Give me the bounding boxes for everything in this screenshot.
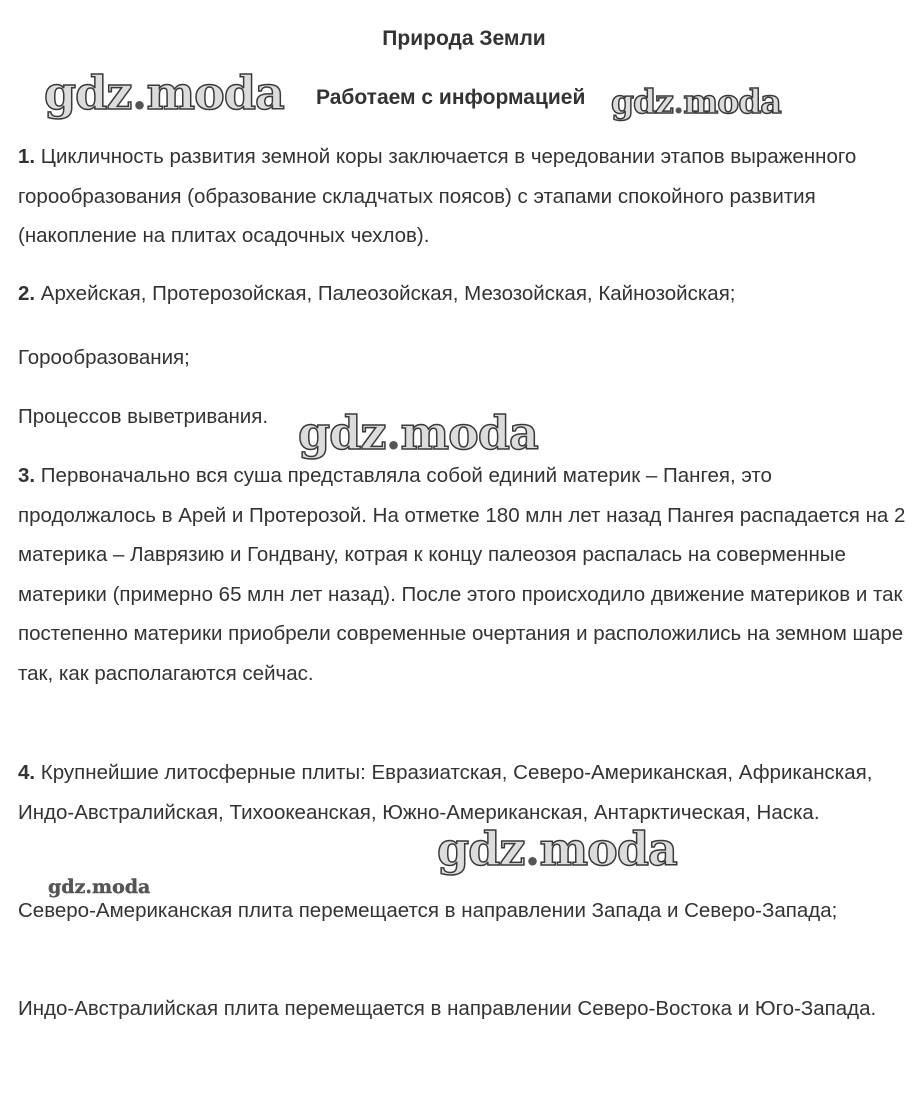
watermark-dot: .	[385, 406, 401, 460]
watermark-logo	[611, 82, 781, 121]
watermark-text-right: moda	[683, 82, 781, 121]
answer-3	[18, 456, 908, 694]
answer-4-detail: Индо-Австралийская плита перемещается в направлении Северо-Востока и Юго-Запада.	[18, 997, 877, 1020]
watermark-logo	[437, 822, 677, 876]
answer-number: 3.	[18, 464, 36, 487]
watermark-text-right: moda	[400, 406, 538, 460]
watermark-logo	[298, 406, 538, 460]
answer-1	[18, 137, 908, 256]
answer-text: Первоначально вся суша представляла собой единий материк – Пангея, это продолжалось в Арей и Протерозой. На отметке 180 млн лет назад Пангея распадается на 2 материка – Лаврязию и Гондвану, котрая к концу палеозоя распалась на соверменные материки (примерно 65 млн лет назад). После этого происходило движение материков и так постепенно материки приобрели современные очертания и расположились на земном шаре так, как располагаются сейчас.	[18, 464, 906, 685]
section-subtitle: Работаем с информацией	[316, 86, 586, 109]
answer-2-item: Процессов выветривания.	[18, 405, 269, 428]
answer-number: 2.	[18, 282, 36, 305]
answer-text: Цикличность развития земной коры заключается в чередовании этапов выраженного горообразования (образование складчатых поясов) с этапами спокойного развития (накопление на плитах осадочных чехлов).	[18, 145, 857, 248]
watermark-text-right: moda	[539, 822, 677, 876]
page-title: Природа Земли	[382, 27, 546, 50]
watermark-text-left: gdz	[44, 66, 132, 120]
answer-number: 1.	[18, 145, 36, 168]
answer-number: 4.	[18, 761, 36, 784]
watermark-text-left: gdz	[611, 82, 673, 121]
answer-text: Архейская, Протерозойская, Палеозойская, Мезозойская, Кайнозойская;	[35, 282, 736, 305]
watermark-text-left: gdz	[437, 822, 525, 876]
watermark-dot: .	[524, 822, 540, 876]
watermark-dot: .	[131, 66, 147, 120]
answer-2	[18, 274, 908, 314]
answer-2-item: Горообразования;	[18, 346, 190, 369]
answer-text: Крупнейшие литосферные плиты: Евразиатская, Северо-Американская, Африканская, Индо-Австралийская, Тихоокеанская, Южно-Американская, Антарктическая, Наска.	[18, 761, 873, 824]
watermark-text-right: moda	[146, 66, 284, 120]
watermark-logo-small: gdz.moda	[48, 876, 151, 898]
answer-4-detail: Северо-Американская плита перемещается в направлении Запада и Северо-Запада;	[18, 899, 838, 922]
watermark-logo	[44, 66, 284, 120]
watermark-dot: .	[672, 82, 684, 121]
watermark-text-left: gdz	[298, 406, 386, 460]
answer-4	[18, 753, 908, 832]
